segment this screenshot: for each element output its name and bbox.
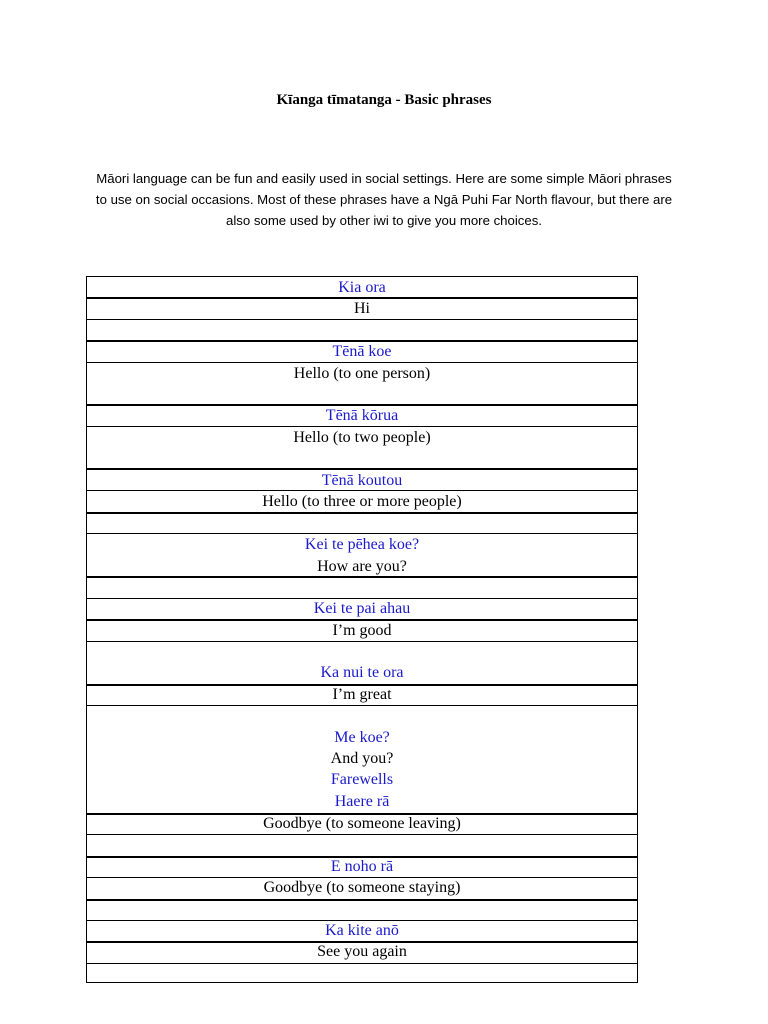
phrase-maori: Me koe? [334, 729, 390, 746]
section-heading-farewells: Farewells [330, 771, 394, 788]
phrase-english: Hi [354, 300, 370, 317]
table-rule [87, 468, 637, 470]
intro-paragraph: Māori language can be fun and easily used in social settings. Here are some simple Māori phrases to use on social occasions. Most of these phrases have a Ngā Puhi Far North flavour, but there are also some used by other iwi to give you more choices. [95, 171, 673, 228]
phrase-english: I’m good [332, 622, 392, 639]
phrase-english: I’m great [332, 686, 392, 703]
phrase-english: Goodbye (to someone leaving) [263, 815, 461, 832]
page-title: Kīanga tīmatanga - Basic phrases [276, 92, 492, 108]
phrase-table [86, 276, 638, 983]
phrase-maori: Ka kite anō [325, 922, 399, 939]
phrase-english: Hello (to one person) [293, 365, 431, 382]
phrase-maori: Kia ora [338, 279, 386, 296]
phrase-maori: Tēnā koutou [321, 472, 403, 489]
phrase-english: Hello (to three or more people) [262, 493, 462, 510]
phrase-english: Hello (to two people) [293, 429, 431, 446]
phrase-maori: Kei te pai ahau [313, 600, 411, 617]
phrase-english: Goodbye (to someone staying) [263, 879, 461, 896]
phrase-maori: Kei te pēhea koe? [304, 536, 420, 553]
phrase-maori: Tēnā kōrua [325, 407, 399, 424]
table-rule [87, 963, 637, 964]
phrase-maori: Haere rā [334, 793, 390, 810]
phrase-maori: Tēnā koe [332, 343, 392, 360]
phrase-english: See you again [317, 943, 407, 960]
table-rule [87, 426, 637, 427]
table-rule [87, 319, 637, 320]
table-rule [87, 641, 637, 642]
phrase-maori: E noho rā [330, 858, 394, 875]
table-rule [87, 705, 637, 706]
table-rule [87, 533, 637, 534]
phrase-maori: Ka nui te ora [320, 664, 404, 681]
phrase-english: How are you? [317, 558, 407, 575]
table-rule [87, 899, 637, 901]
table-rule [87, 362, 637, 363]
table-rule [87, 512, 637, 514]
phrase-english: And you? [330, 750, 394, 767]
table-rule [87, 834, 637, 835]
